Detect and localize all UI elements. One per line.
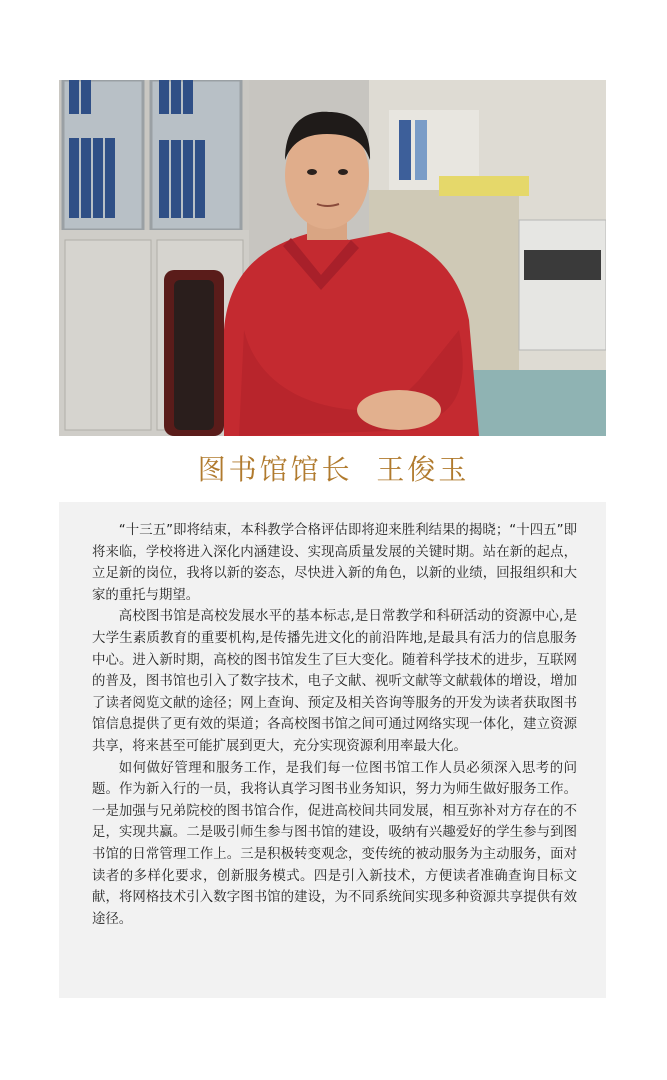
portrait-illustration: [59, 80, 606, 436]
article-body: [59, 502, 606, 998]
paragraph: 如何做好管理和服务工作，是我们每一位图书馆工作人员必须深入思考的问题。作为新入行的一员，我将认真学习图书业务知识，努力为师生做好服务工作。一是加强与兄弟院校的图书馆合作，促进高校间共同发展，相互弥补对方存在的不足，实现共赢。二是吸引师生参与图书馆的建设，吸纳有兴趣爱好的学生参与到图书馆的日常管理工作上。三是积极转变观念，变传统的被动服务为主动服务，面对读者的多样化要求，创新服务模式。四是引入新技术，方便读者准确查询目标文献，将网格技术引入数字图书馆的建设，为不同系统间实现多种资源共享提供有效途径。: [92, 760, 577, 927]
page-title: 图书馆馆长 王俊玉: [197, 453, 470, 486]
paragraph: 高校图书馆是高校发展水平的基本标志,是日常教学和科研活动的资源中心,是大学生素质教育的重要机构,是传播先进文化的前沿阵地,是最具有活力的信息服务中心。进入新时期，高校的图书馆发生了巨大变化。随着科学技术的进步，互联网的普及，图书馆也引入了数字技术，电子文献、视听文献等文献载体的增设，增加了读者阅览文献的途径；网上查询、预定及相关咨询等服务的开发为读者获取图书馆信息提供了更有效的渠道；各高校图书馆之间可通过网络实现一体化，建立资源共享，将来甚至可能扩展到更大，充分实现资源利用率最大化。: [92, 609, 577, 754]
paragraph: “十三五”即将结束，本科教学合格评估即将迎来胜利结果的揭晓；“十四五”即将来临，学校将进入深化内涵建设、实现高质量发展的关键时期。站在新的起点，立足新的岗位，我将以新的姿态，尽快进入新的角色，以新的业绩，回报组织和大家的重托与期望。: [92, 523, 577, 603]
portrait-photo: [59, 80, 606, 436]
